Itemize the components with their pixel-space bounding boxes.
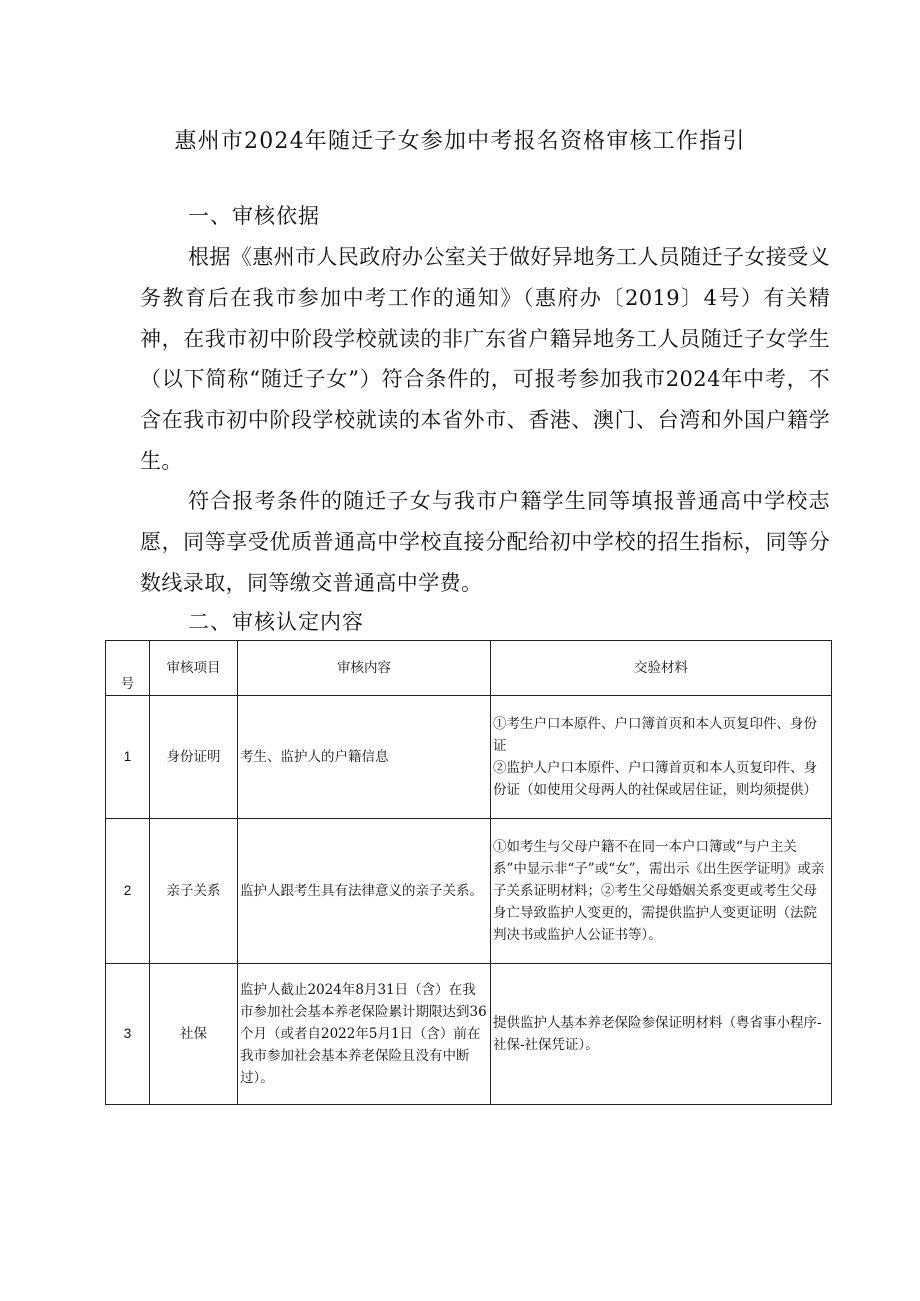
- row-item: 身份证明: [150, 696, 238, 819]
- table-header-row: [106, 641, 832, 696]
- header-item: 审核项目: [150, 641, 238, 696]
- header-content: 审核内容: [238, 641, 491, 696]
- review-table: [105, 640, 832, 1105]
- section-heading-content: 二、审核认定内容: [188, 610, 364, 634]
- row-materials: 提供监护人基本养老保险参保证明材料（粤省事小程序-社保-社保凭证）。: [491, 964, 832, 1105]
- paragraph-basis: 根据《惠州市人民政府办公室关于做好异地务工人员随迁子女接受义务教育后在我市参加中考工作的通知》（惠府办〔2019〕4号）有关精神，在我市初中阶段学校就读的非广东省户籍异地务工人员随迁子女学生（以下简称“随迁子女”）符合条件的，可报考参加我市2024年中考，不含在我市初中阶段学校就读的本省外市、香港、澳门、台湾和外国户籍学生。: [140, 245, 830, 473]
- row-materials: ①考生户口本原件、户口簿首页和本人页复印件、身份证 ②监护人户口本原件、户口簿首页和本人页复印件、身份证（如使用父母两人的社保或居住证，则均须提供）: [491, 696, 832, 819]
- row-number: 2: [106, 819, 150, 964]
- header-no: 号: [106, 641, 150, 696]
- table-row: [106, 819, 832, 964]
- row-number: 1: [106, 696, 150, 819]
- row-materials: ①如考生与父母户籍不在同一本户口簿或“与户主关系”中显示非“子”或“女”，需出示《出生医学证明》或亲子关系证明材料；②考生父母婚姻关系变更或考生父母身亡导致监护人变更的，需提供监护人变更证明（法院判决书或监护人公证书等）。: [491, 819, 832, 964]
- section-heading-basis: 一、审核依据: [188, 204, 320, 228]
- row-item: 社保: [150, 964, 238, 1105]
- row-content: 监护人跟考生具有法律意义的亲子关系。: [238, 819, 491, 964]
- row-item: 亲子关系: [150, 819, 238, 964]
- row-number: 3: [106, 964, 150, 1105]
- row-content: 监护人截止2024年8月31日（含）在我市参加社会基本养老保险累计期限达到36个月（或者自2022年5月1日（含）前在我市参加社会基本养老保险且没有中断过）。: [238, 964, 491, 1105]
- header-materials: 交验材料: [491, 641, 832, 696]
- table-row: [106, 696, 832, 819]
- table-row: [106, 964, 832, 1105]
- row-content: 考生、监护人的户籍信息: [238, 696, 491, 819]
- document-title: 惠州市2024年随迁子女参加中考报名资格审核工作指引: [174, 129, 746, 154]
- paragraph-equal-treatment: 符合报考条件的随迁子女与我市户籍学生同等填报普通高中学校志愿，同等享受优质普通高中学校直接分配给初中学校的招生指标，同等分数线录取，同等缴交普通高中学费。: [140, 489, 830, 595]
